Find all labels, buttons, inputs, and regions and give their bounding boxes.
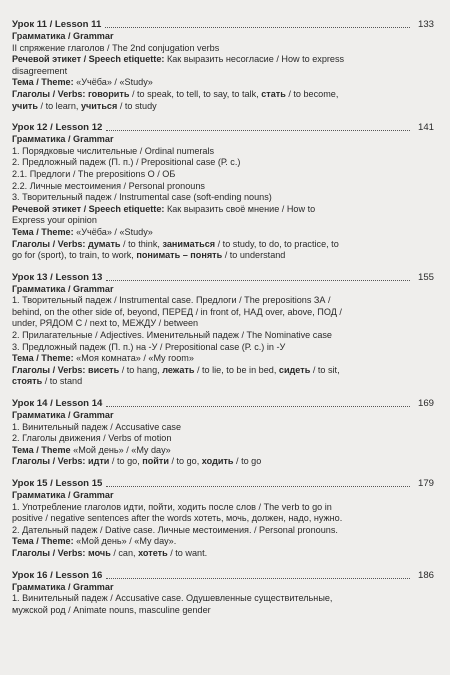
- lesson-title: Урок 16 / Lesson 16: [12, 569, 103, 581]
- bold-text: Речевой этикет / Speech etiquette:: [12, 203, 165, 214]
- lesson-line: [12, 365, 434, 377]
- bold-text: Глаголы / Verbs: говорить: [12, 88, 130, 99]
- bold-text: Грамматика / Grammar: [12, 283, 114, 294]
- lesson-line: [12, 157, 434, 169]
- lesson-heading: [12, 477, 434, 490]
- lesson-line: [12, 433, 434, 445]
- text: 1. Творительный падеж / Instrumental case. Предлоги / The prepositions ЗА /: [12, 295, 331, 306]
- bold-text: учить: [12, 100, 38, 111]
- lesson-line: [12, 215, 434, 227]
- lesson-line: [12, 490, 434, 502]
- bold-text: Тема / Theme:: [12, 77, 74, 88]
- dot-leader: [106, 578, 410, 579]
- text: / to go: [233, 456, 262, 467]
- bold-text: стать: [261, 88, 286, 99]
- lesson-line: [12, 536, 434, 548]
- lesson-line: [12, 376, 434, 388]
- lesson-line: [12, 410, 434, 422]
- bold-text: понимать – понять: [136, 250, 223, 261]
- text: Как выразить несогласие / How to express: [164, 54, 345, 65]
- lesson-heading: [12, 121, 434, 134]
- text: / to sit,: [310, 364, 340, 375]
- lesson-entry: [12, 397, 434, 468]
- text: / to lie, to be in bed,: [194, 364, 279, 375]
- lesson-line: [12, 593, 434, 605]
- lesson-line: [12, 169, 434, 181]
- lesson-line: [12, 445, 434, 457]
- lesson-line: [12, 318, 434, 330]
- lesson-line: [12, 513, 434, 525]
- lesson-line: [12, 66, 434, 78]
- bold-text: Речевой этикет / Speech etiquette:: [12, 54, 165, 65]
- lesson-line: [12, 239, 434, 251]
- bold-text: сидеть: [278, 364, 311, 375]
- text: Как выразить своё мнение / How to: [164, 203, 316, 214]
- lesson-line: [12, 502, 434, 514]
- page-number: 155: [417, 271, 434, 283]
- page-number: 133: [417, 19, 434, 30]
- text: / to study, to do, to practice, to: [215, 238, 339, 249]
- text: 2. Дательный падеж / Dative case. Личные местоимения. / Personal pronouns.: [12, 524, 338, 535]
- lesson-line: [12, 456, 434, 468]
- lesson-line: [12, 582, 434, 594]
- lesson-line: [12, 101, 434, 113]
- lesson-line: [12, 422, 434, 434]
- lesson-title: Урок 13 / Lesson 13: [12, 271, 103, 283]
- lesson-entry: [12, 271, 434, 388]
- bold-text: Тема / Theme:: [12, 353, 74, 364]
- lesson-line: [12, 43, 434, 55]
- lesson-entry: [12, 18, 434, 112]
- page-number: 186: [417, 569, 434, 581]
- lesson-line: [12, 227, 434, 239]
- lesson-line: [12, 353, 434, 365]
- lesson-line: [12, 146, 434, 158]
- text: behind, on the other side of, beyond, ПЕРЕД / in front of, НАД over, above, ПОД /: [12, 306, 342, 317]
- dot-leader: [106, 406, 410, 407]
- text: / to hang,: [119, 364, 163, 375]
- text: «Мой день» / «My day»: [70, 444, 171, 455]
- bold-text: Тема / Theme:: [12, 536, 74, 547]
- text: 2.1. Предлоги / The prepositions О / ОБ: [12, 168, 176, 179]
- lesson-line: [12, 134, 434, 146]
- text: Express your opinion: [12, 215, 97, 226]
- text: / to study: [117, 100, 157, 111]
- text: «Учёба» / «Study»: [73, 226, 153, 237]
- text: 1. Порядковые числительные / Ordinal numerals: [12, 145, 215, 156]
- lesson-line: [12, 548, 434, 560]
- bold-text: учиться: [80, 100, 118, 111]
- text: disagreement: [12, 65, 68, 76]
- lesson-line: [12, 192, 434, 204]
- bold-text: лежать: [162, 364, 195, 375]
- text: / to think,: [120, 238, 163, 249]
- lesson-line: [12, 605, 434, 617]
- lesson-entry: [12, 569, 434, 617]
- dot-leader: [106, 280, 410, 281]
- bold-text: Тема / Theme: [12, 444, 71, 455]
- text: 2. Предложный падеж (П. п.) / Prepositional case (Р. с.): [12, 157, 241, 168]
- text: 1. Винительный падеж / Accusative case: [12, 421, 181, 432]
- lesson-line: [12, 525, 434, 537]
- dot-leader: [105, 27, 410, 28]
- text: / to go,: [168, 456, 202, 467]
- lesson-line: [12, 284, 434, 296]
- text: / to want.: [167, 547, 208, 558]
- text: «Моя комната» / «My room»: [73, 353, 194, 364]
- text: under, РЯДОМ С / next to, МЕЖДУ / between: [12, 318, 199, 329]
- text: 3. Творительный падеж / Instrumental case (soft-ending nouns): [12, 192, 272, 203]
- text: positive / negative sentences after the words хотеть, мочь, должен, надо, нужно.: [12, 513, 343, 524]
- text: / can,: [110, 547, 139, 558]
- lesson-line: [12, 250, 434, 262]
- text: 1. Винительный падеж / Accusative case. Одушевленные существительные,: [12, 593, 333, 604]
- text: / to speak, to tell, to say, to talk,: [129, 88, 262, 99]
- lesson-entry: [12, 121, 434, 262]
- bold-text: пойти: [142, 456, 169, 467]
- text: II спряжение глаголов / The 2nd conjugation verbs: [12, 42, 220, 53]
- text: 1. Употребление глаголов идти, пойти, ходить после слов / The verb to go in: [12, 501, 332, 512]
- lesson-line: [12, 204, 434, 216]
- bold-text: хотеть: [138, 547, 168, 558]
- bold-text: Глаголы / Verbs: висеть: [12, 364, 120, 375]
- text: 3. Предложный падеж (П. п.) на -У / Prepositional case (Р. с.) in -У: [12, 341, 286, 352]
- text: / to learn,: [37, 100, 81, 111]
- lesson-line: [12, 31, 434, 43]
- lesson-heading: [12, 18, 434, 31]
- dot-leader: [106, 130, 410, 131]
- text: 2.2. Личные местоимения / Personal pronouns: [12, 180, 205, 191]
- bold-text: стоять: [12, 376, 43, 387]
- text: / to become,: [285, 88, 339, 99]
- text: go for (sport), to train, to work,: [12, 250, 137, 261]
- bold-text: Грамматика / Grammar: [12, 134, 114, 145]
- bold-text: заниматься: [162, 238, 216, 249]
- text: «Мой день» / «My day».: [73, 536, 177, 547]
- text: / to stand: [42, 376, 83, 387]
- bold-text: Грамматика / Grammar: [12, 490, 114, 500]
- bold-text: Грамматика / Grammar: [12, 581, 114, 592]
- bold-text: Глаголы / Verbs: идти: [12, 456, 110, 467]
- text: мужской род / Animate nouns, masculine gender: [12, 604, 211, 615]
- lesson-heading: [12, 397, 434, 410]
- bold-text: Грамматика / Grammar: [12, 410, 114, 421]
- lesson-line: [12, 307, 434, 319]
- lesson-title: Урок 12 / Lesson 12: [12, 122, 103, 134]
- lesson-line: [12, 342, 434, 354]
- lesson-heading: [12, 569, 434, 582]
- text: «Учёба» / «Study»: [73, 77, 153, 88]
- page-number: 169: [417, 398, 434, 410]
- lesson-heading: [12, 271, 434, 284]
- dot-leader: [106, 486, 410, 487]
- text: / to understand: [222, 250, 286, 261]
- lesson-line: [12, 77, 434, 89]
- text: 2. Глаголы движения / Verbs of motion: [12, 433, 172, 444]
- page-number: 179: [417, 478, 434, 489]
- lesson-line: [12, 181, 434, 193]
- lesson-line: [12, 89, 434, 101]
- bold-text: ходить: [201, 456, 234, 467]
- text: / to go,: [109, 456, 143, 467]
- lesson-title: Урок 11 / Lesson 11: [12, 19, 102, 30]
- lesson-title: Урок 15 / Lesson 15: [12, 478, 103, 489]
- bold-text: Тема / Theme:: [12, 226, 74, 237]
- lesson-line: [12, 330, 434, 342]
- lesson-entry: [12, 477, 434, 560]
- bold-text: Глаголы / Verbs: мочь: [12, 547, 111, 558]
- page-number: 141: [417, 122, 434, 134]
- bold-text: Грамматика / Grammar: [12, 31, 114, 41]
- text: 2. Прилагательные / Adjectives. Именительный падеж / The Nominative case: [12, 330, 332, 341]
- bold-text: Глаголы / Verbs: думать: [12, 238, 121, 249]
- lesson-line: [12, 295, 434, 307]
- lesson-line: [12, 54, 434, 66]
- lesson-title: Урок 14 / Lesson 14: [12, 398, 103, 410]
